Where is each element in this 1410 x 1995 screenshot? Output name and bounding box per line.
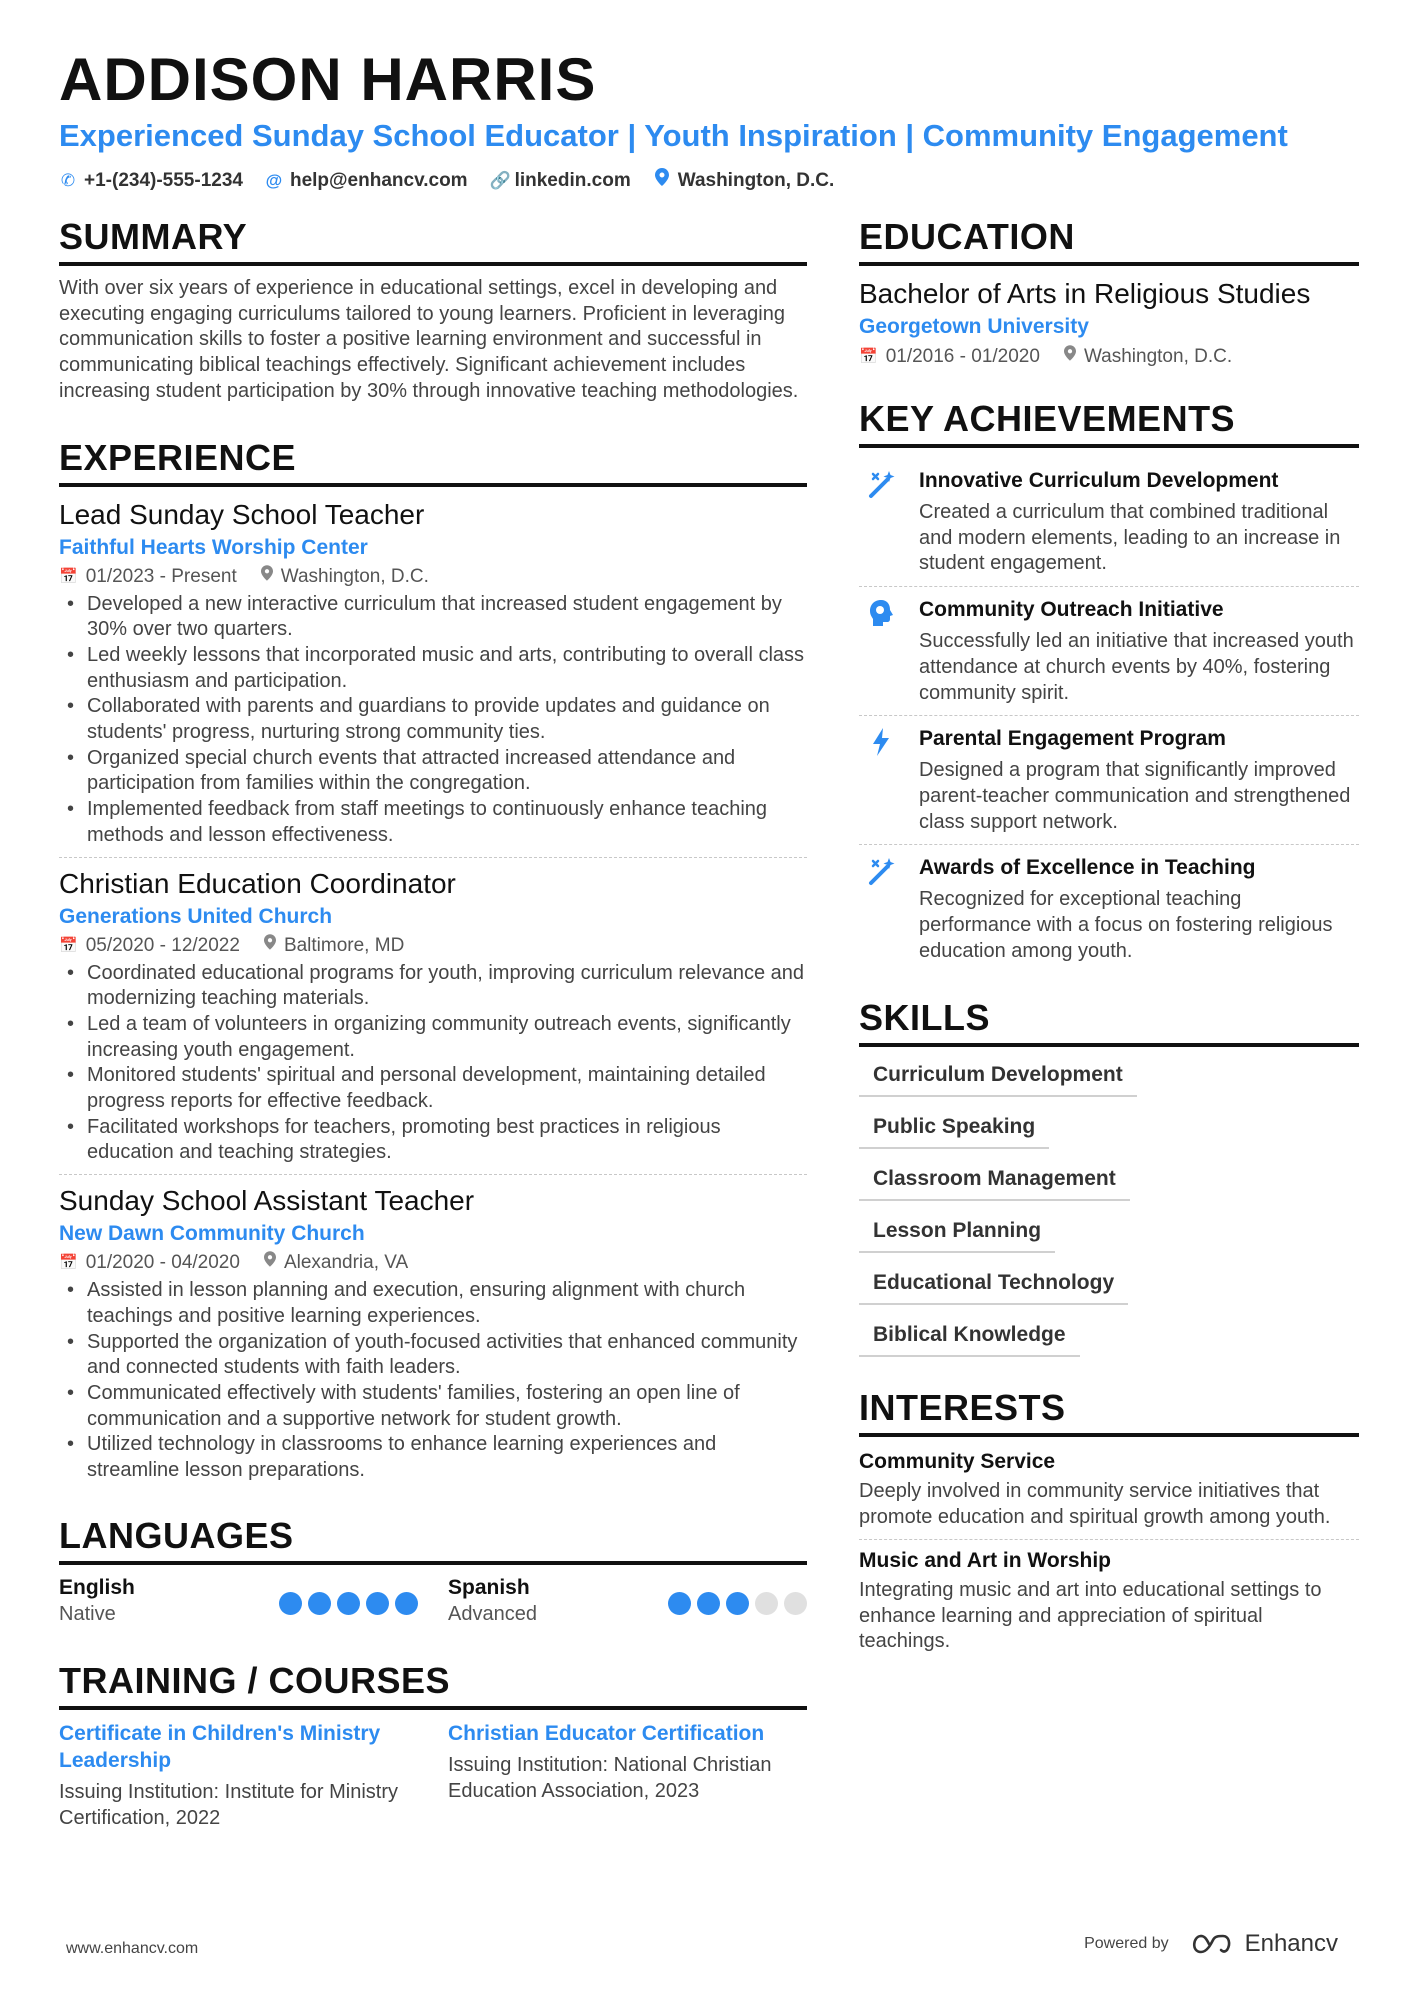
lightning-icon (859, 724, 903, 835)
language-name: Spanish (448, 1575, 530, 1599)
job-location-text: Washington, D.C. (280, 565, 429, 587)
rating-dot-filled (337, 1592, 360, 1615)
headline: Experienced Sunday School Educator | Youth Inspiration | Community Engagement (59, 118, 1288, 153)
job-bullet: • Organized special church events that attracted increased attendance and participation from families within the congregation. (59, 746, 807, 797)
job-bullet: • Communicated effectively with students' families, fostering an open line of communication and a supportive network for student growth. (59, 1381, 807, 1432)
head-icon (859, 595, 903, 706)
skill-tag: Public Speaking (859, 1111, 1049, 1149)
achievement-desc: Created a curriculum that combined traditional and modern elements, leading to an increase in student engagement. (919, 501, 1341, 575)
right-column (859, 215, 1359, 1663)
job-title: Lead Sunday School Teacher (59, 498, 425, 530)
job-dates (59, 1249, 240, 1277)
at-icon: @ (265, 171, 283, 190)
contact-location-text: Washington, D.C. (677, 170, 835, 191)
rating-dot-filled (308, 1592, 331, 1615)
job-meta (59, 1249, 807, 1277)
achievement-item (859, 586, 1359, 715)
rating-dot-filled (395, 1592, 418, 1615)
job-title: Christian Education Coordinator (59, 867, 456, 899)
job-bullet: • Monitored students' spiritual and personal development, maintaining detailed progress reports for effective feedback. (59, 1063, 807, 1114)
job-bullet: • Led a team of volunteers in organizing community outreach events, significantly increasing youth engagement. (59, 1012, 807, 1063)
rating-dot-filled (668, 1592, 691, 1615)
skill-tag: Biblical Knowledge (859, 1319, 1080, 1357)
language-rating (279, 1588, 418, 1615)
job-bullet: • Assisted in lesson planning and execution, ensuring alignment with church teachings and positive learning experiences. (59, 1278, 807, 1329)
interest-desc: Deeply involved in community service initiatives that promote education and spiritual growth among youth. (859, 1480, 1331, 1529)
link-icon: 🔗 (489, 171, 511, 190)
training-item (59, 1720, 418, 1831)
skill-tag: Lesson Planning (859, 1215, 1055, 1253)
contact-phone[interactable] (59, 168, 243, 194)
job-dates-text: 01/2023 - Present (85, 565, 237, 587)
calendar-icon: 📅 (859, 348, 878, 365)
job-company: Generations United Church (59, 904, 333, 928)
achievements-title: KEY ACHIEVEMENTS (859, 397, 1359, 448)
job-company: New Dawn Community Church (59, 1222, 365, 1246)
job-bullet: • Developed a new interactive curriculum that increased student engagement by 30% over two quarters. (59, 592, 807, 643)
training-desc: Issuing Institution: Institute for Ministry Certification, 2022 (59, 1780, 399, 1829)
rating-dot-filled (366, 1592, 389, 1615)
phone-icon: ✆ (60, 171, 76, 190)
job-company: Faithful Hearts Worship Center (59, 535, 368, 559)
education-location-text: Washington, D.C. (1083, 346, 1233, 367)
experience-title: EXPERIENCE (59, 436, 807, 487)
rating-dot-filled (697, 1592, 720, 1615)
job-meta (59, 563, 807, 591)
powered-by-label: Powered by (1084, 1935, 1169, 1952)
footer-brand (1084, 1930, 1338, 1958)
training-item (448, 1720, 807, 1831)
summary-text: With over six years of experience in educational settings, excel in developing and executing engaging curriculums tailored to young learners. Proficient in leveraging communication skills to foster a positive learning environment and successful in communicating biblical teachings effectively. Significant achievement includes increasing student participation by 30% through innovative teaching methodologies. (59, 277, 799, 402)
interest-item (859, 1539, 1359, 1663)
job-entry (59, 497, 807, 857)
language-item (448, 1575, 807, 1628)
job-dates (59, 932, 240, 960)
education-degree: Bachelor of Arts in Religious Studies (859, 278, 1311, 309)
achievement-title: Parental Engagement Program (919, 727, 1226, 751)
job-entry (59, 1174, 807, 1492)
languages-title: LANGUAGES (59, 1514, 807, 1565)
footer-url[interactable]: www.enhancv.com (66, 1940, 199, 1957)
job-location (264, 932, 404, 960)
rating-dot-empty (755, 1592, 778, 1615)
achievements-list (859, 458, 1359, 973)
location-icon (264, 1249, 276, 1277)
achievement-desc: Designed a program that significantly improved parent-teacher communication and strengthened class support network. (919, 759, 1351, 833)
contact-location (653, 168, 835, 194)
education-dates (859, 343, 1040, 371)
achievement-title: Innovative Curriculum Development (919, 469, 1279, 492)
education-school: Georgetown University (859, 315, 1089, 338)
calendar-icon: 📅 (59, 936, 78, 954)
job-dates-text: 05/2020 - 12/2022 (85, 934, 240, 956)
candidate-name: ADDISON HARRIS (59, 46, 597, 113)
achievement-item (859, 844, 1359, 973)
skills-list (859, 1057, 1359, 1357)
training-title: TRAINING / COURSES (59, 1659, 807, 1710)
location-icon (1064, 343, 1076, 371)
job-location-text: Baltimore, MD (283, 934, 405, 956)
contact-linkedin[interactable] (490, 168, 631, 194)
interest-title: Community Service (859, 1450, 1056, 1474)
education-title: EDUCATION (859, 215, 1359, 266)
achievement-item (859, 458, 1359, 586)
rating-dot-filled (726, 1592, 749, 1615)
skills-title: SKILLS (859, 996, 1359, 1047)
location-icon (261, 563, 273, 591)
rating-dot-empty (784, 1592, 807, 1615)
interests-title: INTERESTS (859, 1386, 1359, 1437)
magic-wand-icon (859, 853, 903, 964)
contact-linkedin-text: linkedin.com (514, 170, 631, 191)
achievement-desc: Recognized for exceptional teaching performance with a focus on fostering religious education among youth. (919, 888, 1333, 962)
job-meta (59, 932, 807, 960)
calendar-icon: 📅 (59, 1254, 78, 1272)
job-bullets (59, 961, 807, 1167)
job-title: Sunday School Assistant Teacher (59, 1185, 475, 1217)
job-location (261, 563, 429, 591)
training-desc: Issuing Institution: National Christian Education Association, 2023 (448, 1753, 772, 1802)
skill-tag: Educational Technology (859, 1267, 1128, 1305)
left-column (59, 215, 807, 1831)
job-bullet: • Supported the organization of youth-focused activities that enhanced community and connected students with faith leaders. (59, 1330, 807, 1381)
skill-tag: Curriculum Development (859, 1059, 1137, 1097)
contact-phone-text: +1-(234)-555-1234 (84, 170, 243, 191)
contact-bar (59, 168, 834, 194)
language-rating (668, 1588, 807, 1615)
training-name: Christian Educator Certification (448, 1721, 765, 1745)
enhancv-logo-icon (1189, 1932, 1235, 1956)
job-bullet: • Utilized technology in classrooms to enhance learning experiences and streamline lesson preparations. (59, 1432, 807, 1483)
interest-desc: Integrating music and art into educational settings to enhance learning and appreciation of spiritual teachings. (859, 1578, 1322, 1653)
magic-wand-icon (859, 466, 903, 577)
job-bullet: • Led weekly lessons that incorporated music and arts, contributing to overall class enthusiasm and participation. (59, 643, 807, 694)
job-bullets (59, 592, 807, 849)
job-bullet: • Facilitated workshops for teachers, promoting best practices in religious education and teaching strategies. (59, 1115, 807, 1166)
language-level: Advanced (448, 1602, 537, 1625)
job-dates-text: 01/2020 - 04/2020 (85, 1252, 240, 1274)
summary-title: SUMMARY (59, 215, 807, 266)
job-bullet: • Implemented feedback from staff meetings to continuously enhance teaching methods and lesson effectiveness. (59, 797, 807, 848)
job-bullet: • Collaborated with parents and guardians to provide updates and guidance on students' progress, nurturing strong community ties. (59, 694, 807, 745)
education-dates-text: 01/2016 - 01/2020 (885, 346, 1040, 367)
education-location (1064, 343, 1232, 371)
language-item (59, 1575, 418, 1628)
brand-logo[interactable] (1189, 1930, 1338, 1958)
training-name: Certificate in Children's Ministry Leadership (59, 1721, 381, 1772)
achievement-title: Community Outreach Initiative (919, 598, 1224, 622)
languages-list (59, 1575, 807, 1628)
calendar-icon: 📅 (59, 567, 78, 585)
interest-item (859, 1447, 1359, 1538)
brand-name: Enhancv (1244, 1930, 1338, 1957)
location-icon (264, 932, 276, 960)
language-name: English (59, 1575, 135, 1599)
achievement-item (859, 715, 1359, 844)
training-list (59, 1720, 807, 1831)
contact-email-text: help@enhancv.com (289, 170, 468, 191)
skill-tag: Classroom Management (859, 1163, 1130, 1201)
contact-email[interactable] (265, 168, 468, 194)
job-bullets (59, 1278, 807, 1484)
job-entry (59, 857, 807, 1175)
rating-dot-filled (279, 1592, 302, 1615)
interest-title: Music and Art in Worship (859, 1548, 1112, 1572)
job-bullet: • Coordinated educational programs for youth, improving curriculum relevance and modernizing teaching materials. (59, 961, 807, 1012)
education-meta (859, 343, 1359, 371)
job-location-text: Alexandria, VA (283, 1252, 409, 1274)
job-dates (59, 563, 237, 591)
achievement-desc: Successfully led an initiative that increased youth attendance at church events by 40%, fostering community spirit. (919, 630, 1354, 704)
achievement-title: Awards of Excellence in Teaching (919, 856, 1256, 880)
location-icon (653, 168, 671, 194)
language-level: Native (59, 1602, 116, 1625)
job-location (264, 1249, 408, 1277)
